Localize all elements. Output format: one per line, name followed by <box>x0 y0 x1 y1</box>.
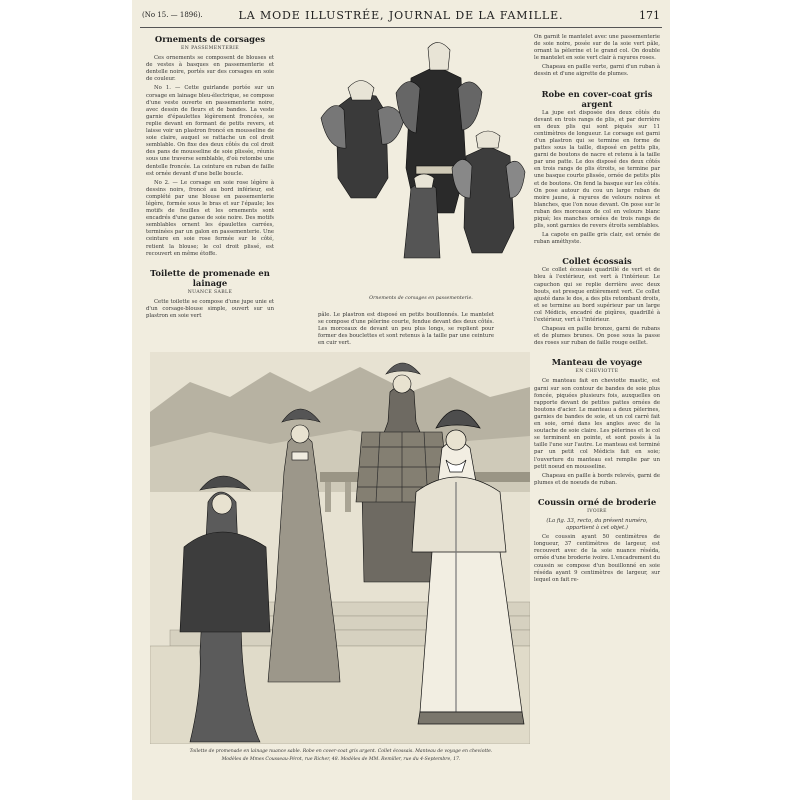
paragraph: Chapeau en paille à bords relevés, garni de plumes et de noeuds de ruban. <box>534 472 660 486</box>
paragraph: Ces ornements se composent de blouses et de vestes à basques en passementerie et dentelle noire, portés sur des corsages en soie de couleur. <box>146 55 274 83</box>
fashion-plate-illustration <box>150 352 530 744</box>
heading-coussin-broderie: Coussin orné de broderie <box>537 496 657 507</box>
journal-title: LA MODE ILLUSTRÉE, JOURNAL DE LA FAMILLE. <box>238 9 564 22</box>
paragraph: Chapeau en paille bronze, garni de rubans et de plumes brunes. On pose sous la passe des roses sur ruban de faille rouge oeillet. <box>534 326 660 347</box>
paragraph: No 2. — Le corsage en soie rose légère à dessins noirs, froncé au bord inférieur, est complété par une blouse en passementerie légère, formée sous le bras et sur l'épaule; les motifs de feuilles et les ornements sont encadrés d'une ganse de soie noire. Des motifs semblables ornent les épaulettes carrées, terminées par un galon en passementerie. Une ceinture en soie rose fermée sur le côté, retient la blouse; le col droit plissé, est recouvert en même étoffe. <box>146 179 274 257</box>
bottom-caption-line-2: Modèles de Mmes Cousseau-Pérot, rue Richer, 48. Modèles de MM. Remiller, rue du 4-Septembre, 17. <box>221 757 461 762</box>
heading-corsage-ornaments: Ornements de corsages <box>154 34 266 44</box>
paragraph: La jupe est disposée des deux côtés du devant en trois rangs de plis, et par derrière en deux plis qui sont piqués sur 11 centimètres de longueur. Le corsage est garni d'un plastron qui se termine en forme de pattes sous la taille, disposé en petits plis, garni de boutons de nacre et retenu à la taille par une patte. Le dos disposé des deux côtés en trois rangs de plis étroits, se termine par une basque courte plissée, ornée de petits plis et de boutons. On fend la basque sur les côtés. On pose autour du cou un large ruban de moire jaune, à rayures de velours noires et blanches, que l'on noue devant. On pose sur le ruban des morceaux de col en velours blanc piqué; les manches ornées de trois rangs de plis, sont garnies de revers étroits semblables. <box>534 109 660 230</box>
subheading-ivoire: IVOIRE <box>587 508 607 514</box>
paragraph: Chapeau en paille verte, garni d'un ruban à dessin et d'une aigrette de plumes. <box>534 64 660 78</box>
bottom-caption-line-1: Toilette de promenade en lainage nuance sable. Robe en cover-coat gris argent. Collet écossais. Manteau de voyage en cheviotte. <box>189 749 493 754</box>
subheading-passementerie: EN PASSEMENTERIE <box>181 46 239 51</box>
paragraph: Cette toilette se compose d'une jupe unie et d'un corsage-blouse simple, ouvert sur un plastron en soie vert <box>146 298 274 319</box>
corsage-ornaments-illustration <box>316 38 526 293</box>
paragraph: La capote en paille gris clair, est ornée de ruban améthyste. <box>534 232 660 246</box>
journal-page <box>132 0 670 800</box>
header-rule <box>140 27 662 28</box>
column-left <box>146 34 274 322</box>
paragraph: pâle. Le plastron est disposé en petits bouillonnés. Le mantelet se compose d'une pèlerine courte, fendue devant des deux côtés. Les morceaux de devant un peu plus longs, se replient pour former des bouclettes et sont retenus à la taille par une ceinture en cuir vert. <box>318 312 494 347</box>
page-header <box>140 9 662 25</box>
heading-collet-ecossais: Collet écossais <box>562 256 632 267</box>
subheading-cheviotte: EN CHEVIOTTE <box>575 369 619 375</box>
paragraph: Ce manteau fait en cheviotte mastic, est garni sur son contour de bandes de soie plus foncée, piquées plusieurs fois, auxquelles on rapporte devant de petites pattes ornées de boutons d'acier. Le manteau a deux pèlerines, garnies de bandes de soie, et un col carré fait en soie, orné dans les angles avec de la soutache de soie claire. Les pèlerines et le col se terminent en pointe, et sont posés à la taille l'une sur l'autre. Le manteau est terminé par un petit col Médicis fait en soie; l'ouverture du manteau est remplie par un petit noeud en mousseline. <box>534 378 660 470</box>
heading-promenade-toilette: Toilette de promenade en lainage <box>150 267 270 288</box>
column-middle <box>318 312 494 349</box>
paragraph: No 1. — Cette guirlande portée sur un corsage en lainage bleu-électrique, se compose d'une veste ouverte en passementerie noire, avec dessin de fleurs et de bandes. La veste garnie d'épaulettes légèrement froncées, se replie devant en formant de petits revers, et laisse voir un plastron froncé en mousseline de soie claire, auquel se rattache un col droit semblable. On fixe des deux côtés du col droit des pans de mousseline de soie plissée, réunis sous une traverse semblable, d'où retombe une dentelle froncée. La ceinture en ruban de faille est ornée devant d'une belle boucle. <box>146 85 274 177</box>
paragraph: Ce coussin ayant 50 centimètres de longueur, 37 centimètres de largeur, est recouvert avec de la soie nuance réséda, ornée d'une broderie ivoire. L'encadrement du coussin se compose d'un bouillonné en soie réséda ayant 9 centimètres de largeur, sur lequel on fait re- <box>534 534 660 583</box>
column-right <box>534 34 660 586</box>
page-number: 171 <box>639 9 660 22</box>
note: (La fig. 33, recto, du présent numéro, appartient à cet objet.) <box>546 517 648 532</box>
paragraph: On garnit le mantelet avec une passementerie de soie noire, posée sur de la soie vert pâle, ornant la pèlerine et le grand col. On double le mantelet en soie vert clair à rayures roses. <box>534 34 660 62</box>
heading-manteau-voyage: Manteau de voyage <box>551 357 643 368</box>
heading-robe-cover-coat: Robe en cover-coat gris argent <box>541 88 653 109</box>
top-figure-caption: Ornements de corsages en passementerie. <box>369 296 473 301</box>
paragraph: Ce collet écossais quadrillé de vert et de bleu à l'extérieur, est vert à l'intérieur. Le capuchon qui se replie derrière avec deux bouts, est presque entièrement vert. Ce collet ajusté dans le dos, a des plis retombant droits, et se termine au bord supérieur par un large col Médicis, encadré de piqûres, quadrillé à l'extérieur, vert à l'intérieur. <box>534 267 660 323</box>
issue-number: (No 15. — 1896). <box>142 11 203 19</box>
subheading-nuance-sable: NUANCE SABLE <box>187 289 233 295</box>
